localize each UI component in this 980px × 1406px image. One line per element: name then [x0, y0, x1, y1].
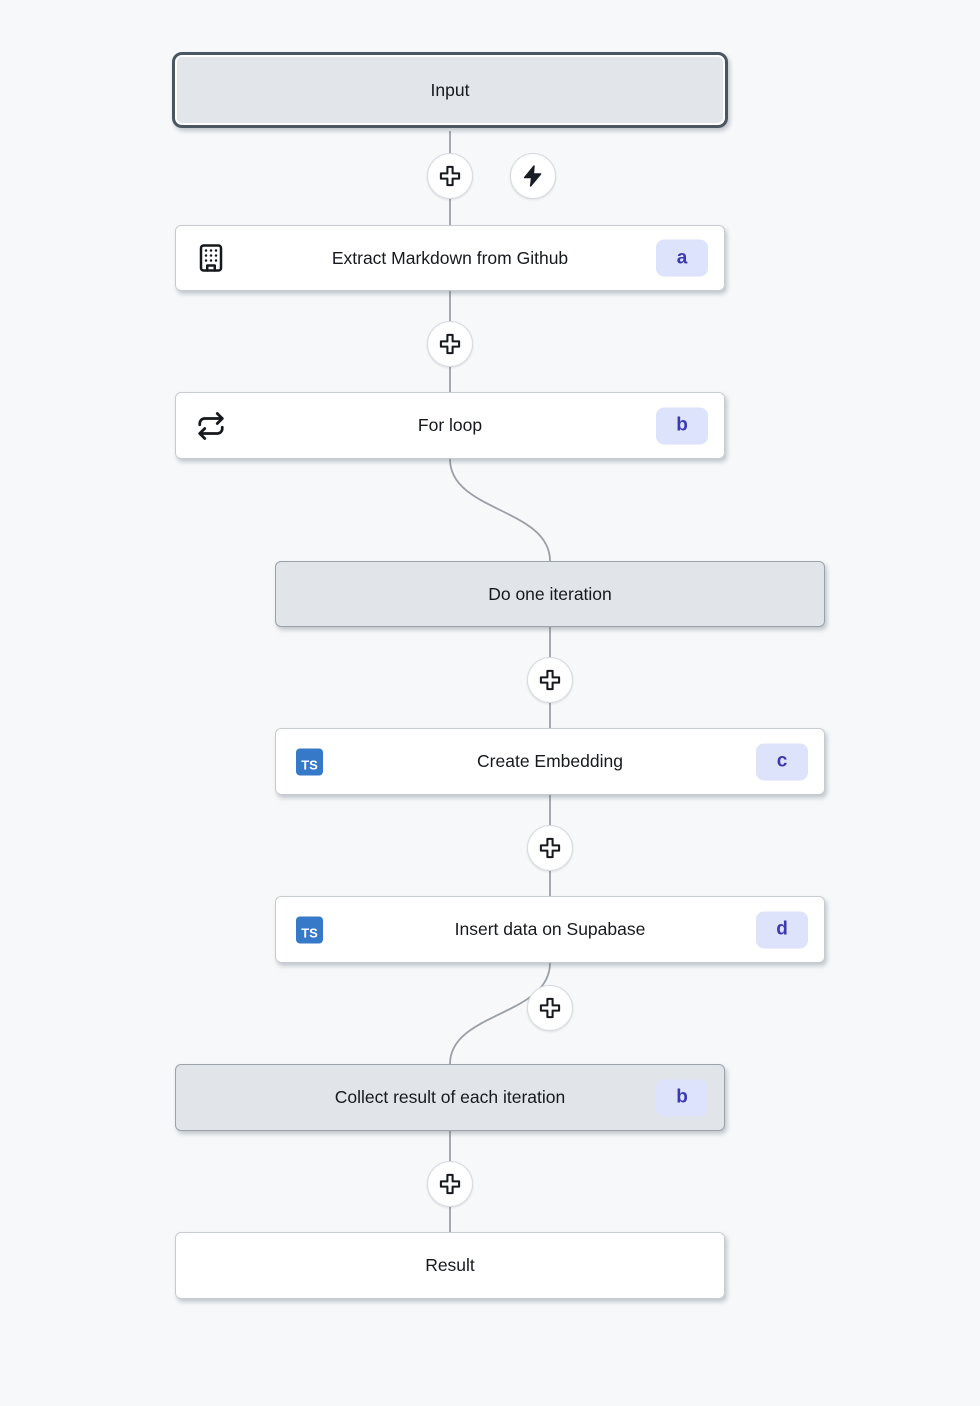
plus-icon [437, 331, 463, 357]
node-insert-supabase[interactable] [275, 896, 825, 963]
node-collect-result-badge: b [656, 1079, 708, 1116]
typescript-icon-label: TS [296, 916, 323, 943]
node-collect-result-label: Collect result of each iteration [334, 1087, 566, 1107]
typescript-icon [296, 748, 323, 775]
add-step-button[interactable] [527, 825, 573, 871]
repeat-icon [196, 411, 226, 441]
node-input[interactable] [172, 52, 728, 128]
plus-icon [437, 1171, 463, 1197]
building-icon [196, 243, 226, 273]
node-insert-supabase-badge: d [756, 911, 808, 948]
node-create-embedding[interactable] [275, 728, 825, 795]
add-step-button[interactable] [427, 321, 473, 367]
add-step-button[interactable] [427, 153, 473, 199]
plus-icon [537, 667, 563, 693]
node-input-label: Input [430, 79, 470, 100]
node-create-embedding-label: Create Embedding [477, 751, 623, 771]
typescript-icon [296, 916, 323, 943]
node-for-loop[interactable] [175, 392, 725, 459]
add-step-button[interactable] [527, 657, 573, 703]
node-do-one-iteration-label: Do one iteration [488, 583, 612, 604]
plus-icon [537, 995, 563, 1021]
node-extract-markdown-label: Extract Markdown from Github [331, 247, 569, 268]
node-insert-supabase-label: Insert data on Supabase [454, 919, 646, 939]
node-for-loop-badge: b [656, 407, 708, 444]
node-extract-markdown[interactable] [175, 225, 725, 291]
node-result-label: Result [425, 1255, 475, 1275]
node-result[interactable] [175, 1232, 725, 1299]
node-create-embedding-badge: c [756, 743, 808, 780]
node-for-loop-label: For loop [417, 415, 483, 435]
add-step-button[interactable] [527, 985, 573, 1031]
add-step-button[interactable] [427, 1161, 473, 1207]
connector-forloop-iteration [450, 459, 550, 561]
node-collect-result[interactable] [175, 1064, 725, 1131]
node-do-one-iteration[interactable] [275, 561, 825, 627]
plus-icon [437, 163, 463, 189]
trigger-button[interactable] [510, 153, 556, 199]
plus-icon [537, 835, 563, 861]
lightning-bolt-icon [521, 164, 545, 188]
typescript-icon-label: TS [296, 748, 323, 775]
node-extract-markdown-badge: a [656, 240, 708, 277]
